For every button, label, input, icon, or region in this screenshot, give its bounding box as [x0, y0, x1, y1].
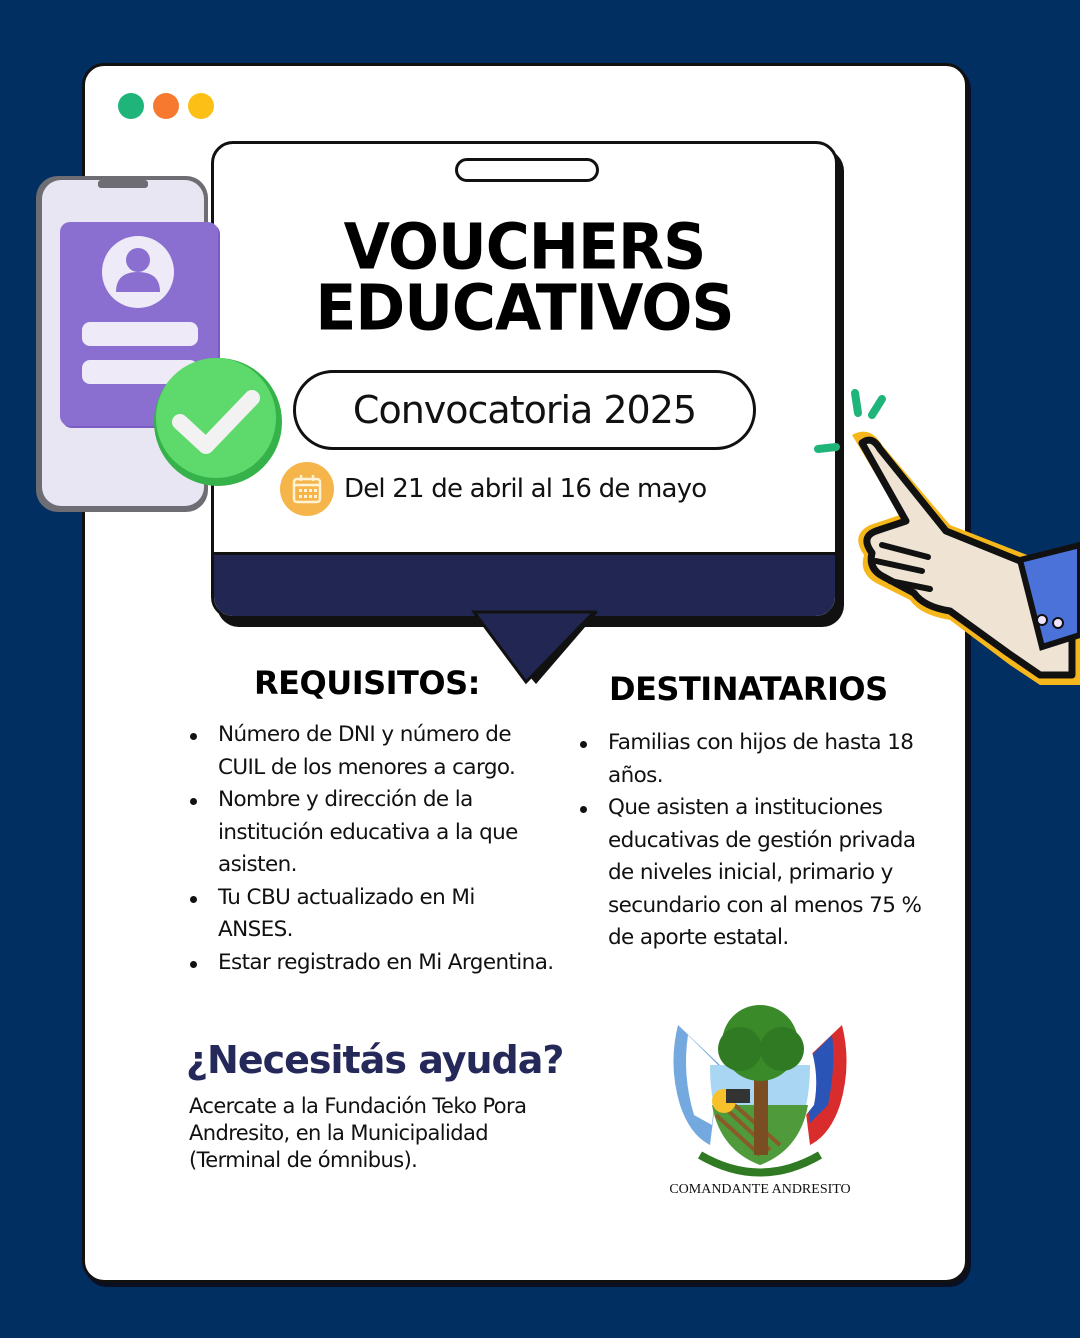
- requisitos-heading: REQUISITOS:: [254, 664, 480, 702]
- list-item: Que asisten a instituciones educativas de gestión privada de niveles inicial, primario y secundario con al menos 75 % de aporte estatal.: [574, 792, 940, 955]
- convocatoria-badge: [293, 370, 756, 450]
- window-controls: [118, 93, 214, 119]
- yellow-dot-icon: [188, 93, 214, 119]
- list-item: Estar registrado en Mi Argentina.: [184, 947, 554, 980]
- title-line-1: VOUCHERS: [343, 210, 706, 285]
- orange-dot-icon: [153, 93, 179, 119]
- panel-notch: [455, 158, 599, 182]
- destinatarios-list: [574, 727, 940, 955]
- list-item: Nombre y dirección de la institución educativa a la que asisten.: [184, 784, 554, 882]
- destinatarios-heading: DESTINATARIOS: [609, 670, 888, 708]
- municipal-emblem-icon: [660, 1005, 860, 1200]
- panel-footer-bar: [214, 552, 835, 616]
- pointing-hand-icon: [810, 385, 1080, 705]
- svg-text:COMANDANTE ANDRESITO: COMANDANTE ANDRESITO: [669, 1182, 851, 1197]
- requisitos-list: [184, 719, 554, 979]
- help-title: ¿Necesitás ayuda?: [186, 1038, 564, 1082]
- convocatoria-label: Convocatoria 2025: [352, 388, 697, 432]
- page-title: [211, 210, 838, 346]
- speech-pointer-icon: [474, 612, 606, 696]
- list-item: Número de DNI y número de CUIL de los menores a cargo.: [184, 719, 554, 784]
- title-line-2: EDUCATIVOS: [315, 271, 734, 346]
- phone-check-illustration-icon: [30, 172, 290, 517]
- help-text: Acercate a la Fundación Teko Pora Andresito, en la Municipalidad (Terminal de ómnibus).: [189, 1094, 527, 1172]
- date-range: [280, 462, 706, 516]
- date-range-text: Del 21 de abril al 16 de mayo: [344, 474, 707, 504]
- list-item: Tu CBU actualizado en Mi ANSES.: [184, 882, 554, 947]
- list-item: Familias con hijos de hasta 18 años.: [574, 727, 940, 792]
- green-dot-icon: [118, 93, 144, 119]
